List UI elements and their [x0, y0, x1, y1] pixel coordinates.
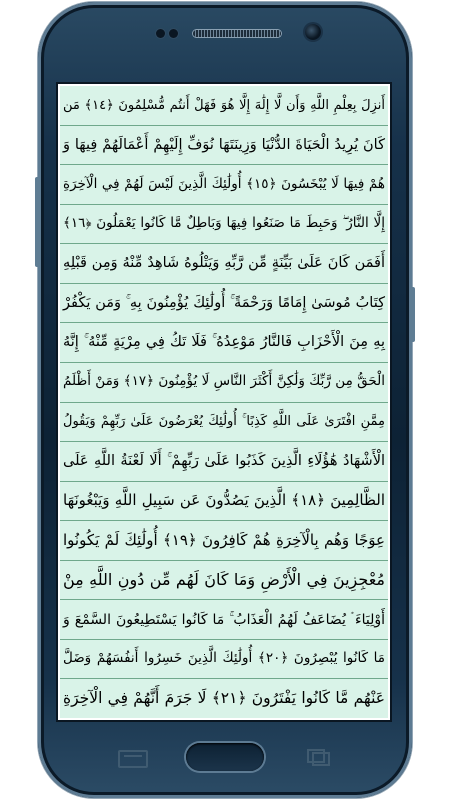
quran-line	[60, 678, 388, 718]
earpiece-speaker	[193, 30, 281, 37]
quran-line-text: مَا كَانُوا يُبْصِرُونَ ﴿٢٠﴾ أُولَٰئِكَ الَّذِينَ خَسِرُوا أَنفُسَهُمْ وَضَلَّ	[63, 650, 386, 667]
quran-line	[60, 283, 388, 323]
quran-line	[60, 322, 388, 362]
quran-line	[60, 204, 388, 244]
quran-line	[60, 362, 388, 402]
proximity-sensor	[156, 29, 165, 38]
quran-line-text: أَنزِلَ بِعِلْمِ اللَّهِ وَأَن لَّا إِلَٰهَ إِلَّا هُوَ فَهَلْ أَنتُم مُّسْلِمُونَ ﴿١٤﴾ مَن	[63, 97, 385, 113]
front-camera-icon	[305, 24, 321, 40]
quran-line-text: كَانَ يُرِيدُ الْحَيَاةَ الدُّنْيَا وَزِينَتَهَا نُوَفِّ إِلَيْهِمْ أَعْمَالَهُمْ فِيهَا وَ	[63, 136, 385, 153]
volume-button	[35, 177, 40, 267]
quran-page[interactable]	[60, 86, 388, 718]
quran-line	[60, 86, 388, 125]
recent-apps-icon[interactable]	[306, 748, 332, 766]
quran-line-text: أَوْلِيَاءَ ۘ يُضَاعَفُ لَهُمُ الْعَذَابُ ۚ مَا كَانُوا يَسْتَطِيعُونَ السَّمْعَ وَ	[63, 611, 385, 628]
quran-line	[60, 639, 388, 679]
quran-line-text: كِتَابُ مُوسَىٰ إِمَامًا وَرَحْمَةً ۚ أُولَٰئِكَ يُؤْمِنُونَ بِهِ ۚ وَمَن يَكْفُرْ	[63, 294, 385, 311]
quran-line-text: إِلَّا النَّارُ ۖ وَحَبِطَ مَا صَنَعُوا فِيهَا وَبَاطِلٌ مَّا كَانُوا يَعْمَلُونَ ﴿١٦﴾	[63, 215, 385, 232]
quran-line	[60, 243, 388, 283]
quran-line-text: هُمْ فِيهَا لَا يُبْخَسُونَ ﴿١٥﴾ أُولَٰئِكَ الَّذِينَ لَيْسَ لَهُمْ فِي الْآخِرَةِ	[63, 175, 385, 192]
quran-line-text: الظَّالِمِينَ ﴿١٨﴾ الَّذِينَ يَصُدُّونَ عَن سَبِيلِ اللَّهِ وَيَبْغُونَهَا	[63, 491, 385, 510]
quran-line	[60, 164, 388, 204]
quran-line-text: عَنْهُم مَّا كَانُوا يَفْتَرُونَ ﴿٢١﴾ لَا جَرَمَ أَنَّهُمْ فِي الْآخِرَةِ	[63, 688, 385, 707]
light-sensor	[169, 29, 178, 38]
quran-line-text: الْأَشْهَادُ هَٰؤُلَاءِ الَّذِينَ كَذَبُوا عَلَىٰ رَبِّهِمْ ۚ أَلَا لَعْنَةُ اللَّهِ عَلَى	[63, 453, 385, 470]
quran-line-text: مِمَّنِ افْتَرَىٰ عَلَى اللَّهِ كَذِبًا ۚ أُولَٰئِكَ يُعْرَضُونَ عَلَىٰ رَبِّهِمْ وَيَقُولُ	[63, 414, 385, 430]
quran-line-text: الْحَقُّ مِن رَّبِّكَ وَلَٰكِنَّ أَكْثَرَ النَّاسِ لَا يُؤْمِنُونَ ﴿١٧﴾ وَمَنْ أَظْلَمُ	[63, 373, 385, 390]
home-button[interactable]	[186, 743, 264, 771]
phone-frame	[38, 2, 412, 798]
quran-line-text: بِهِ مِنَ الْأَحْزَابِ فَالنَّارُ مَوْعِدُهُ ۚ فَلَا تَكُ فِي مِرْيَةٍ مِّنْهُ ۚ إِنَّهُ	[63, 334, 385, 351]
back-key-icon[interactable]	[118, 750, 148, 768]
quran-line	[60, 125, 388, 165]
power-button	[410, 287, 415, 342]
quran-line	[60, 560, 388, 600]
quran-line	[60, 481, 388, 521]
quran-line-text: عِوَجًا وَهُم بِالْآخِرَةِ هُمْ كَافِرُونَ ﴿١٩﴾ أُولَٰئِكَ لَمْ يَكُونُوا	[63, 530, 385, 549]
quran-line	[60, 520, 388, 560]
quran-line	[60, 599, 388, 639]
quran-line-text: مُعْجِزِينَ فِي الْأَرْضِ وَمَا كَانَ لَهُم مِّن دُونِ اللَّهِ مِنْ	[63, 570, 385, 590]
quran-line	[60, 402, 388, 442]
quran-line-text: أَفَمَن كَانَ عَلَىٰ بَيِّنَةٍ مِّن رَّبِّهِ وَيَتْلُوهُ شَاهِدٌ مِّنْهُ وَمِن قَبْلِهِ	[63, 255, 385, 272]
quran-line	[60, 441, 388, 481]
phone-screen	[58, 84, 390, 720]
